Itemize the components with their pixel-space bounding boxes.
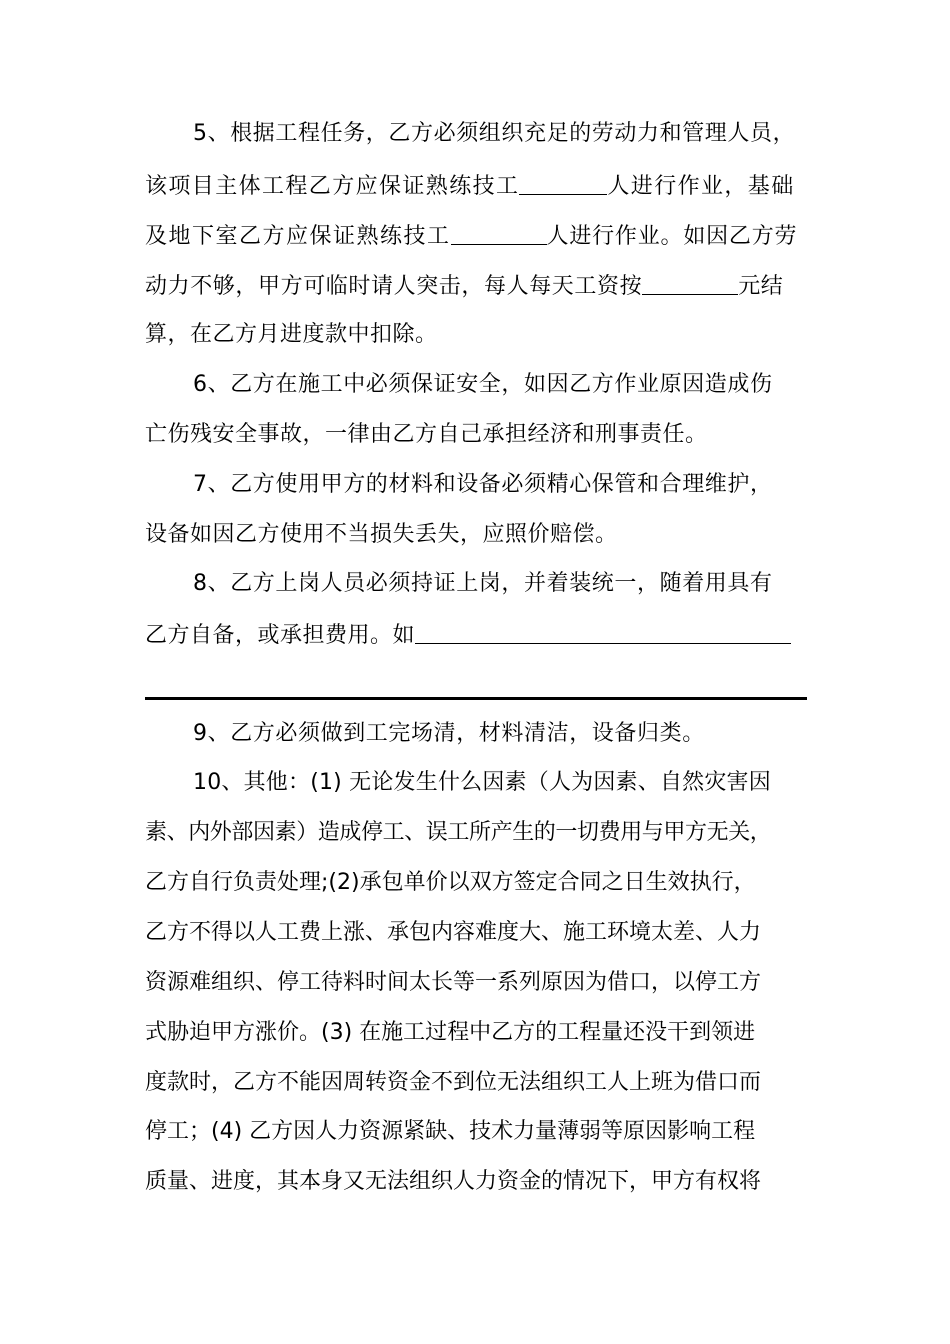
- clause-5-text: 人进行作业，基础: [607, 174, 795, 199]
- clause-5-text: 人进行作业。如因乙方劳: [546, 224, 798, 249]
- clause-5-line-4: [145, 270, 783, 302]
- clause-7-line-1: 7、乙方使用甲方的材料和设备必须精心保管和合理维护，: [193, 472, 773, 497]
- skilled-workers-blank[interactable]: [519, 170, 607, 195]
- daily-wage-blank[interactable]: [642, 270, 738, 295]
- clause-8-text: 乙方自备，或承担费用。如: [145, 623, 416, 648]
- clause-10-line-3: 乙方自行负责处理;(2)承包单价以双方签定合同之日生效执行，: [145, 870, 756, 895]
- clause-10-line-1: 10、其他：(1) 无论发生什么因素（人为因素、自然灾害因: [193, 770, 771, 795]
- clause-9-line-1: 9、乙方必须做到工完场清，材料清洁，设备归类。: [193, 721, 705, 746]
- clause-5-line-5: 算，在乙方月进度款中扣除。: [145, 322, 438, 347]
- clause-10-line-9: 质量、进度，其本身又无法组织人力资金的情况下，甲方有权将: [145, 1169, 762, 1194]
- clause-8-line-2: [145, 619, 791, 651]
- clause-10-line-7: 度款时，乙方不能因周转资金不到位无法组织工人上班为借口而: [145, 1070, 762, 1095]
- clause-5-line-1: 5、根据工程任务，乙方必须组织充足的劳动力和管理人员，: [193, 121, 796, 146]
- clause-6-line-1: 6、乙方在施工中必须保证安全，如因乙方作业原因造成伤: [193, 372, 773, 397]
- clause-7-line-2: 设备如因乙方使用不当损失丢失，应照价赔偿。: [145, 522, 618, 547]
- basement-workers-blank[interactable]: [451, 220, 547, 245]
- clause-5-line-3: [145, 220, 797, 252]
- clause-5-text: 及地下室乙方应保证熟练技工: [145, 224, 451, 249]
- fill-in-rule: [145, 697, 807, 700]
- clause-10-line-6: 式胁迫甲方涨价。(3) 在施工过程中乙方的工程量还没干到领进: [145, 1020, 756, 1045]
- clause-10-line-5: 资源难组织、停工待料时间太长等一系列原因为借口，以停工方: [145, 970, 762, 995]
- clause-5-text: 该项目主体工程乙方应保证熟练技工: [145, 174, 520, 199]
- clause-10-line-2: 素、内外部因素）造成停工、误工所产生的一切费用与甲方无关，: [145, 820, 772, 845]
- clause-6-line-2: 亡伤残安全事故，一律由乙方自己承担经济和刑事责任。: [145, 422, 708, 447]
- clause-8-fill-blank[interactable]: [415, 619, 791, 644]
- clause-8-line-1: 8、乙方上岗人员必须持证上岗，并着装统一，随着用具有: [193, 571, 773, 596]
- clause-5-line-2: [145, 170, 795, 202]
- clause-5-text: 元结: [738, 274, 784, 299]
- clause-10-line-4: 乙方不得以人工费上涨、承包内容难度大、施工环境太差、人力: [145, 920, 762, 945]
- clause-5-text: 动力不够，甲方可临时请人突击，每人每天工资按: [145, 274, 643, 299]
- clause-10-line-8: 停工；(4) 乙方因人力资源紧缺、技术力量薄弱等原因影响工程: [145, 1119, 756, 1144]
